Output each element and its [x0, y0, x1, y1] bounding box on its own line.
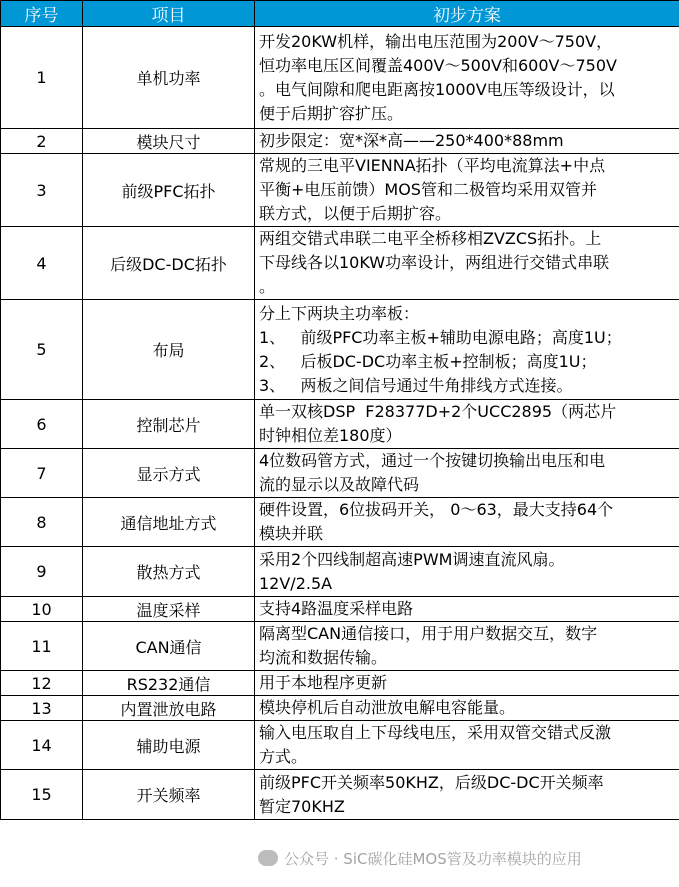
table-row: [1, 671, 679, 696]
row-plan: [255, 449, 679, 498]
table-row: [1, 622, 679, 671]
plan-line: 两组交错式串联二电平全桥移相ZVZCS拓扑。上: [259, 229, 602, 248]
row-plan: [255, 671, 679, 696]
row-number: 9: [1, 547, 83, 597]
row-plan: [255, 721, 679, 770]
row-item: 开关频率: [83, 770, 255, 820]
plan-line: 暂定70KHZ: [259, 796, 345, 816]
table-row: [1, 227, 679, 300]
row-number: 5: [1, 300, 83, 400]
table-row: [1, 449, 679, 498]
row-plan: [255, 227, 679, 300]
plan-line: 1、 前级PFC功率主板+辅助电源电路；高度1U；: [259, 327, 622, 347]
row-number: 6: [1, 400, 83, 449]
table-row: [1, 721, 679, 770]
row-item: 辅助电源: [83, 721, 255, 770]
row-plan: [255, 696, 679, 721]
row-number: 3: [1, 154, 83, 227]
plan-line: 采用2个四线制超高速PWM调速直流风扇。: [259, 549, 565, 569]
row-item: 通信地址方式: [83, 498, 255, 547]
row-number: 13: [1, 696, 83, 721]
row-number: 2: [1, 129, 83, 154]
plan-line: 12V/2.5A: [259, 573, 333, 593]
row-item: 模块尺寸: [83, 129, 255, 154]
row-item: 显示方式: [83, 449, 255, 498]
row-item: 前级PFC拓扑: [83, 154, 255, 227]
row-plan: [255, 154, 679, 227]
table-row: [1, 498, 679, 547]
row-number: 12: [1, 671, 83, 696]
plan-line: 。: [259, 277, 276, 296]
row-number: 11: [1, 622, 83, 671]
row-number: 15: [1, 770, 83, 820]
row-plan: [255, 597, 679, 622]
plan-line: 均流和数据传输。: [259, 648, 388, 667]
row-plan: [255, 770, 679, 820]
plan-line: 开发20KW机样，输出电压范围为200V～750V，: [259, 31, 613, 51]
row-plan: [255, 400, 679, 449]
plan-line: 下母线各以10KW功率设计，两组进行交错式串联: [259, 253, 610, 272]
plan-line: 输入电压取自上下母线电压，采用双管交错式反激: [259, 723, 612, 742]
row-plan: [255, 300, 679, 400]
plan-line: 前级PFC开关频率50KHZ，后级DC-DC开关频率: [259, 772, 604, 792]
table-row: [1, 770, 679, 820]
row-plan: [255, 547, 679, 597]
row-item: 散热方式: [83, 547, 255, 597]
row-item: 温度采样: [83, 597, 255, 622]
plan-line: 。电气间隙和爬电距离按1000V电压等级设计，以: [259, 79, 615, 99]
header-row: [1, 1, 679, 27]
row-item: 控制芯片: [83, 400, 255, 449]
table-row: [1, 597, 679, 622]
row-item: 单机功率: [83, 27, 255, 129]
plan-line: 流的显示以及故障代码: [259, 475, 420, 494]
plan-line: 方式。: [259, 747, 308, 766]
plan-line: 分上下两块主功率板：: [259, 303, 420, 323]
plan-line: 便于后期扩容扩压。: [259, 103, 404, 123]
plan-line: 隔离型CAN通信接口，用于用户数据交互，数字: [259, 624, 598, 643]
row-number: 8: [1, 498, 83, 547]
row-item: RS232通信: [83, 671, 255, 696]
header-plan: 初步方案: [255, 1, 679, 27]
watermark: [258, 848, 582, 869]
plan-line: 时钟相位差180度）: [259, 426, 402, 445]
header-no: 序号: [1, 1, 83, 27]
plan-line: 模块并联: [259, 524, 324, 543]
watermark-text: 公众号 · SiC碳化硅MOS管及功率模块的应用: [284, 850, 582, 868]
row-plan: [255, 27, 679, 129]
table-row: [1, 400, 679, 449]
plan-line: 常规的三电平VIENNA拓扑（平均电流算法+中点: [259, 156, 606, 175]
plan-line: 3、 两板之间信号通过牛角排线方式连接。: [259, 375, 573, 395]
row-number: 1: [1, 27, 83, 129]
row-plan: [255, 498, 679, 547]
table-row: [1, 300, 679, 400]
plan-line: 4位数码管方式，通过一个按键切换输出电压和电: [259, 451, 606, 470]
table-row: [1, 696, 679, 721]
row-item: 内置泄放电路: [83, 696, 255, 721]
plan-line: 平衡+电压前馈）MOS管和二极管均采用双管并: [259, 180, 597, 199]
table-row: [1, 547, 679, 597]
plan-line: 模块停机后自动泄放电解电容能量。: [259, 698, 516, 717]
row-item: CAN通信: [83, 622, 255, 671]
row-plan: [255, 129, 679, 154]
header-item: 项目: [83, 1, 255, 27]
table-row: [1, 154, 679, 227]
row-number: 7: [1, 449, 83, 498]
plan-line: 初步限定：宽*深*高——250*400*88mm: [259, 131, 564, 150]
plan-line: 2、 后板DC-DC功率主板+控制板；高度1U；: [259, 351, 597, 371]
plan-line: 硬件设置，6位拔码开关， 0～63，最大支持64个: [259, 500, 614, 519]
wechat-icon: [258, 850, 278, 866]
row-number: 14: [1, 721, 83, 770]
row-number: 10: [1, 597, 83, 622]
row-item: 布局: [83, 300, 255, 400]
plan-line: 恒功率电压区间覆盖400V～500V和600V～750V: [259, 55, 617, 75]
table-row: [1, 129, 679, 154]
table-row: [1, 27, 679, 129]
plan-line: 支持4路温度采样电路: [259, 599, 414, 618]
row-number: 4: [1, 227, 83, 300]
plan-line: 联方式，以便于后期扩容。: [259, 204, 452, 223]
plan-line: 用于本地程序更新: [259, 673, 388, 692]
row-plan: [255, 622, 679, 671]
row-item: 后级DC-DC拓扑: [83, 227, 255, 300]
plan-line: 单一双核DSP F28377D+2个UCC2895（两芯片: [259, 402, 617, 421]
